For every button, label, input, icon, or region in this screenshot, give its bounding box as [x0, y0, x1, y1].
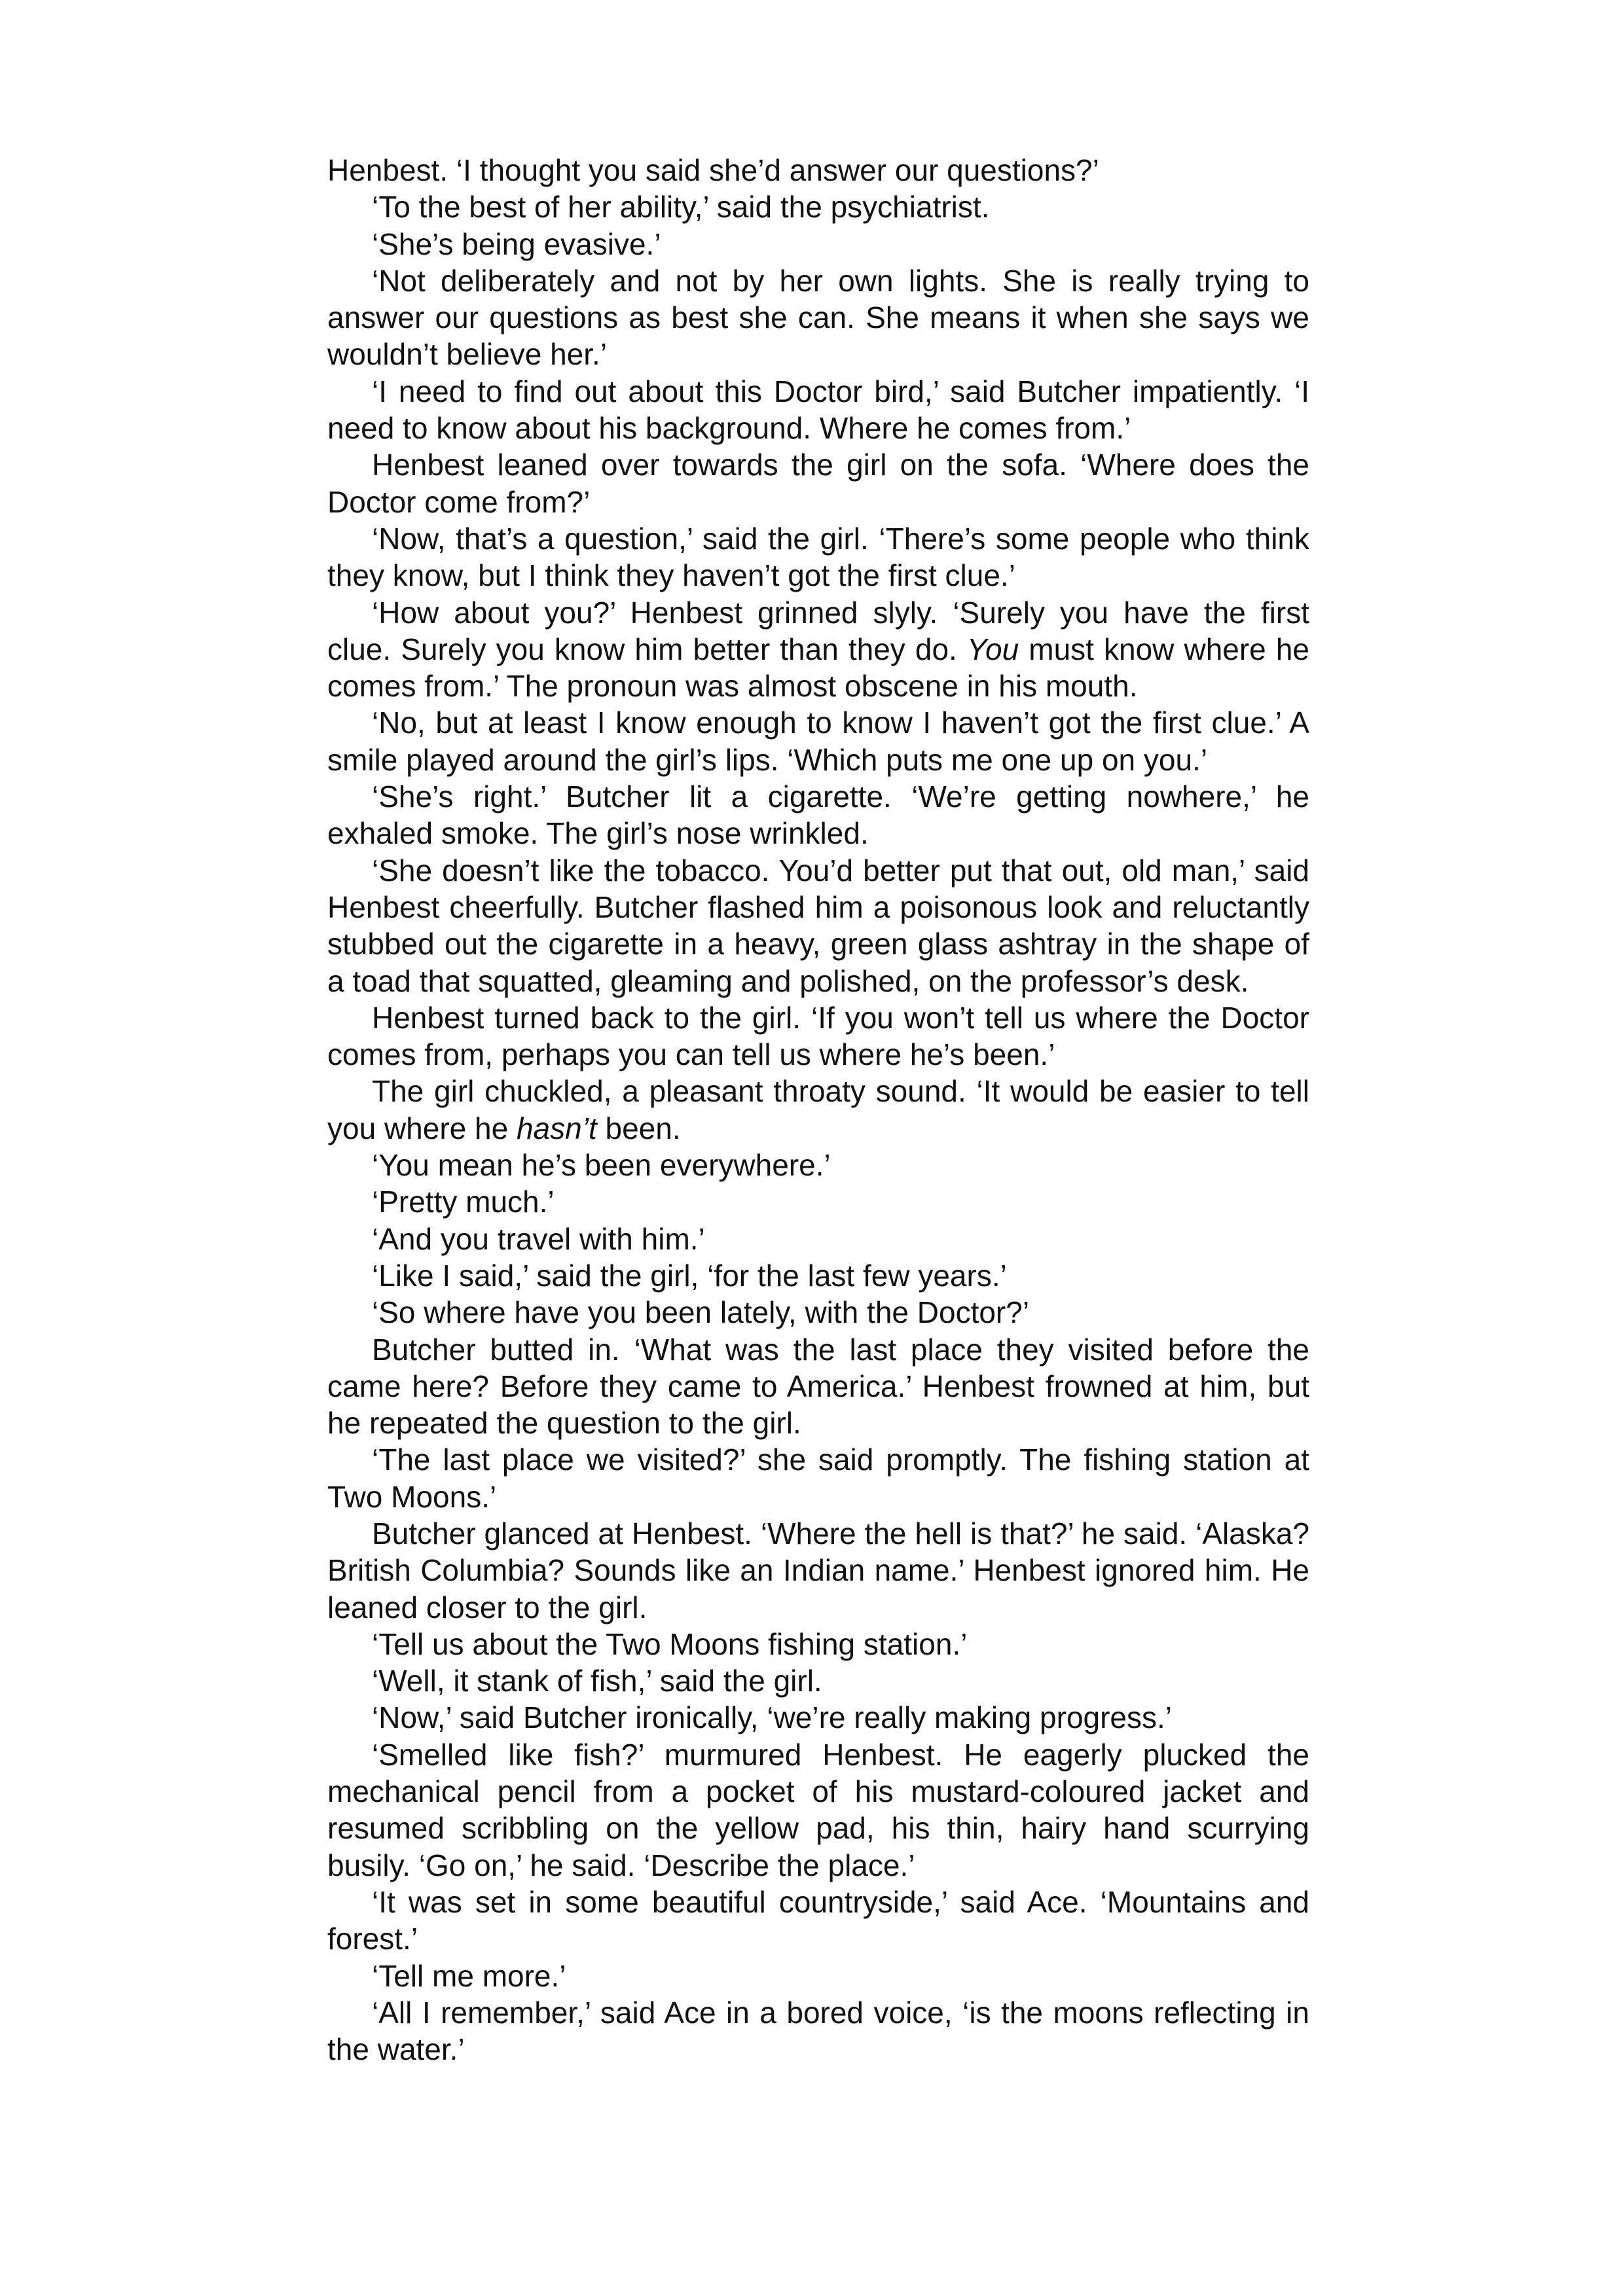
paragraph: [327, 1662, 1309, 1699]
paragraph: [327, 1257, 1309, 1294]
text-span: must know where he comes from.’ The pronoun was almost obscene in his mouth.: [327, 632, 1309, 704]
paragraph: [327, 1073, 1309, 1147]
paragraph: [327, 1626, 1309, 1662]
text-span: ‘Well, it stank of fish,’ said the girl.: [372, 1664, 822, 1698]
paragraph: [327, 1884, 1309, 1958]
paragraph: [327, 1699, 1309, 1736]
text-span: ‘To the best of her ability,’ said the psychiatrist.: [372, 190, 990, 224]
paragraph: [327, 152, 1309, 188]
body-text: [327, 152, 1309, 2068]
paragraph: [327, 262, 1309, 373]
text-span: ‘Smelled like fish?’ murmured Henbest. He eagerly plucked the mechanical pencil from a pocket of his mustard-coloured jacket and resumed scribbling on the yellow pad, his thin, hairy hand scurrying busily. ‘Go on,’ he said. ‘Describe the place.’: [327, 1737, 1309, 1882]
paragraph: [327, 188, 1309, 225]
paragraph: [327, 704, 1309, 778]
text-span: Henbest leaned over towards the girl on the sofa. ‘Where does the Doctor come from?’: [327, 448, 1309, 519]
text-span: Henbest turned back to the girl. ‘If you won’t tell us where the Doctor comes from, perhaps you can tell us where he’s been.’: [327, 1000, 1309, 1072]
text-span: ‘How about you?’ Henbest grinned slyly. ‘Surely you have the first clue. Surely you know him better than they do.: [327, 595, 1309, 666]
text-span: been.: [596, 1111, 681, 1145]
text-span: ‘Now, that’s a question,’ said the girl. ‘There’s some people who think they know, but I think they haven’t got the first clue.’: [327, 521, 1309, 593]
text-span: ‘She doesn’t like the tobacco. You’d better put that out, old man,’ said Henbest cheerfully. Butcher flashed him a poisonous look and reluctantly stubbed out the cigarette in a heavy, green glass ashtray in the shape of a toad that squatted, gleaming and polished, on the professor’s desk.: [327, 853, 1309, 998]
paragraph: [327, 1515, 1309, 1626]
paragraph: [327, 1183, 1309, 1220]
paragraph: [327, 1994, 1309, 2068]
paragraph: [327, 778, 1309, 852]
text-span: ‘Now,’ said Butcher ironically, ‘we’re really making progress.’: [372, 1700, 1173, 1735]
text-span: ‘All I remember,’ said Ace in a bored voice, ‘is the moons reflecting in the water.’: [327, 1995, 1309, 2067]
text-span: ‘She’s right.’ Butcher lit a cigarette. ‘We’re getting nowhere,’ he exhaled smoke. The girl’s nose wrinkled.: [327, 780, 1309, 851]
paragraph: [327, 446, 1309, 520]
paragraph: [327, 852, 1309, 999]
text-span: Henbest. ‘I thought you said she’d answer our questions?’: [327, 153, 1099, 187]
text-span: ‘She’s being evasive.’: [372, 226, 661, 261]
text-span: ‘The last place we visited?’ she said promptly. The fishing station at Two Moons.’: [327, 1443, 1309, 1514]
paragraph: [327, 1294, 1309, 1331]
paragraph: [327, 999, 1309, 1073]
paragraph: [327, 226, 1309, 262]
text-span: ‘Pretty much.’: [372, 1185, 555, 1219]
paragraph: [327, 1441, 1309, 1515]
text-span: ‘And you travel with him.’: [372, 1221, 705, 1256]
paragraph: [327, 1147, 1309, 1183]
italic-text: hasn’t: [516, 1111, 597, 1145]
text-span: Butcher butted in. ‘What was the last place they visited before the came here? Before they came to America.’ Henbest frowned at him, but he repeated the question to the girl.: [327, 1332, 1309, 1441]
text-span: ‘Tell me more.’: [372, 1958, 566, 1993]
paragraph: [327, 1958, 1309, 1994]
text-span: ‘No, but at least I know enough to know I haven’t got the first clue.’ A smile played around the girl’s lips. ‘Which puts me one up on you.’: [327, 706, 1309, 777]
text-span: ‘It was set in some beautiful countryside,’ said Ace. ‘Mountains and forest.’: [327, 1884, 1309, 1956]
text-span: ‘Not deliberately and not by her own lights. She is really trying to answer our questions as best she can. She means it when she says we wouldn’t believe her.’: [327, 263, 1309, 372]
text-span: ‘Tell us about the Two Moons fishing station.’: [372, 1626, 968, 1661]
text-span: ‘Like I said,’ said the girl, ‘for the last few years.’: [372, 1258, 1007, 1293]
paragraph: [327, 520, 1309, 594]
paragraph: [327, 1331, 1309, 1442]
text-span: Butcher glanced at Henbest. ‘Where the hell is that?’ he said. ‘Alaska? British Columbia? Sounds like an Indian name.’ Henbest ignored him. He leaned closer to the girl.: [327, 1516, 1309, 1624]
italic-text: You: [966, 632, 1019, 666]
paragraph: [327, 1736, 1309, 1884]
paragraph: [327, 594, 1309, 705]
paragraph: [327, 373, 1309, 447]
paragraph: [327, 1221, 1309, 1257]
text-span: ‘I need to find out about this Doctor bird,’ said Butcher impatiently. ‘I need to know about his background. Where he comes from.’: [327, 374, 1309, 446]
text-span: ‘So where have you been lately, with the Doctor?’: [372, 1295, 1030, 1330]
text-span: The girl chuckled, a pleasant throaty sound. ‘It would be easier to tell you where he: [327, 1074, 1309, 1145]
text-span: ‘You mean he’s been everywhere.’: [372, 1148, 831, 1183]
